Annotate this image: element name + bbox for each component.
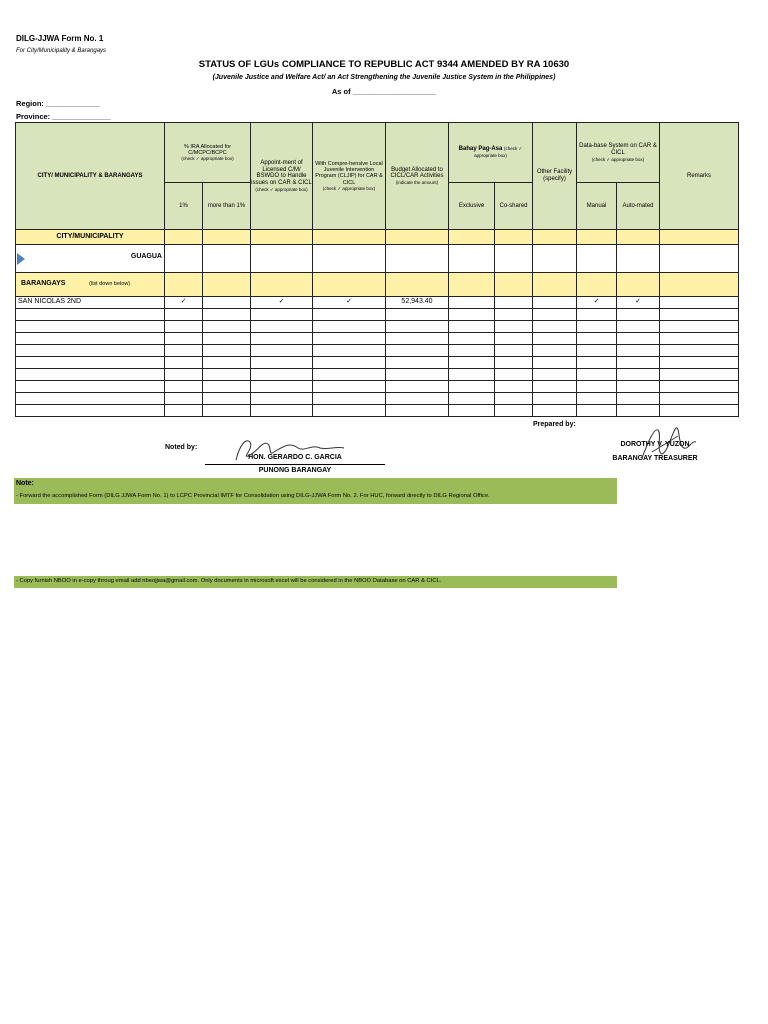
as-of-field: As of ____________________ bbox=[331, 87, 437, 96]
cell-remarks bbox=[660, 297, 739, 309]
table-row bbox=[16, 345, 739, 357]
cell-automated: ✓ bbox=[617, 297, 660, 309]
header-cljip-label: With Compre-hensive Local Juvenile Intervention Program (CLJIP) for CAR & CICL bbox=[315, 160, 383, 186]
cell-ira-1: ✓ bbox=[165, 297, 203, 309]
header-database-note: (check ✓ appropriate box) bbox=[591, 156, 645, 162]
header-bahay-note: (check ✓ appropriate box) bbox=[474, 145, 523, 158]
table-row bbox=[16, 405, 739, 417]
header-cljip-note: (check ✓ appropriate box) bbox=[322, 186, 376, 192]
city-row bbox=[16, 245, 165, 273]
table-row bbox=[16, 321, 739, 333]
header-exclusive: Exclusive bbox=[449, 183, 495, 230]
compliance-table bbox=[15, 122, 739, 417]
cell-appointment: ✓ bbox=[251, 297, 313, 309]
header-appointment-note: (check ✓ appropriate box) bbox=[255, 187, 308, 193]
form-number: DILG-JJWA Form No. 1 bbox=[16, 34, 104, 43]
table-row bbox=[16, 333, 739, 345]
header-ira-more: more than 1% bbox=[203, 183, 251, 230]
header-budget-label: Budget Allocated to CICL/CAR Activities bbox=[390, 166, 444, 180]
cell-cljip: ✓ bbox=[313, 297, 386, 309]
header-city: CITY/ MUNICIPALITY & BARANGAYS bbox=[16, 123, 165, 230]
noted-by-role: PUNONG BARANGAY bbox=[258, 467, 332, 474]
barangays-label: BARANGAYS bbox=[21, 280, 66, 288]
page-title: STATUS OF LGUs COMPLIANCE TO REPUBLIC ACT 9344 AMENDED BY RA 10630 bbox=[198, 59, 570, 70]
note-line-1: - Forward the accomplished Form (DILG JJWA Form No. 1) to LCPC Provincial IMTF for Consolidation using DILG-JJWA Form No. 2. For HUC, forward directly to DILG Regional Office. bbox=[16, 493, 490, 499]
header-database bbox=[577, 123, 660, 183]
header-appointment bbox=[251, 123, 313, 230]
table-row bbox=[16, 381, 739, 393]
table-row bbox=[16, 369, 739, 381]
header-budget bbox=[386, 123, 449, 230]
cell-manual: ✓ bbox=[577, 297, 617, 309]
header-appointment-label: Appoint-ment of Licensed C/M/ BSWDO to Handle issues on CAR & CICL bbox=[251, 159, 312, 187]
table-row bbox=[16, 393, 739, 405]
page-subtitle: (Juvenile Justice and Welfare Act/ an Act Strengthening the Juvenile Justice System in the Philippines) bbox=[212, 74, 556, 81]
barangays-note: (list down below) bbox=[89, 281, 131, 288]
table-row bbox=[16, 357, 739, 369]
prepared-by-role: BARANGAY TREASURER bbox=[612, 455, 698, 462]
header-bahay-label: Bahay Pag-Asa bbox=[458, 145, 503, 152]
signature-line bbox=[205, 464, 385, 465]
table-row bbox=[16, 309, 739, 321]
region-field: Region: _____________ bbox=[16, 99, 101, 108]
prepared-by-name: DOROTHY V. YUZON bbox=[620, 441, 690, 448]
header-other-facility: Other Facility (specify) bbox=[533, 123, 577, 230]
note-title: Note: bbox=[16, 480, 34, 487]
cell-exclusive bbox=[449, 297, 495, 309]
header-bahay bbox=[449, 123, 533, 183]
arrow-right-icon bbox=[17, 253, 25, 265]
noted-by-label: Noted by: bbox=[165, 444, 198, 451]
header-database-label: Data-base System on CAR & CICL bbox=[579, 143, 657, 156]
city-section-label: CITY/MUNICIPALITY bbox=[16, 230, 165, 245]
header-remarks: Remarks bbox=[660, 123, 739, 230]
header-budget-note: (indicate the amount) bbox=[395, 180, 439, 186]
header-automated: Auto-mated bbox=[617, 183, 660, 230]
cell-coshared bbox=[495, 297, 533, 309]
province-field: Province: ______________ bbox=[16, 112, 111, 121]
cell-other bbox=[533, 297, 577, 309]
header-ira-label: % IRA Allocated for C/MCPC/BCPC bbox=[183, 143, 232, 156]
header-ira-1: 1% bbox=[165, 183, 203, 230]
barangay-name: SAN NICOLAS 2ND bbox=[16, 297, 165, 309]
note-line-2: - Copy furnish NBOO in e-copy throug email add nbeojjwa@gmail.com. Only documents in microsoft excel will be considered in the NBOO Database on CAR & CICL. bbox=[16, 578, 442, 584]
header-coshared: Co-shared bbox=[495, 183, 533, 230]
header-ira-note: (check ✓ appropriate box) bbox=[181, 156, 234, 162]
city-name: GUAGUA bbox=[130, 252, 162, 260]
cell-budget: 52,943.40 bbox=[386, 297, 449, 309]
prepared-by-label: Prepared by: bbox=[533, 421, 576, 428]
form-scope: For City/Municipality & Barangays bbox=[16, 48, 107, 54]
noted-by-name: HON. GERARDO C. GARCIA bbox=[248, 454, 342, 461]
barangays-section bbox=[16, 273, 165, 297]
header-cljip bbox=[313, 123, 386, 230]
header-ira bbox=[165, 123, 251, 183]
note-banner bbox=[14, 478, 617, 504]
table-row bbox=[16, 297, 739, 309]
cell-ira-more bbox=[203, 297, 251, 309]
header-manual: Manual bbox=[577, 183, 617, 230]
